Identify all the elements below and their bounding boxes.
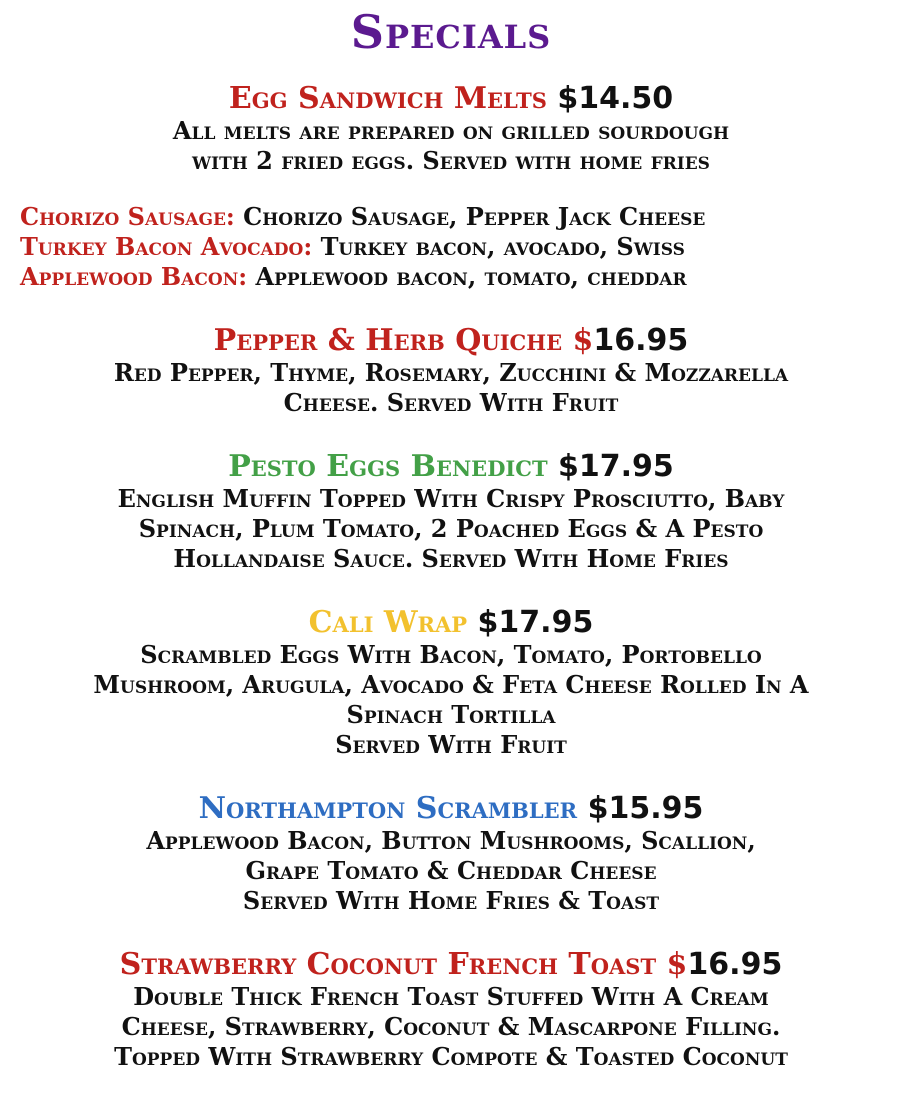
description-line: All melts are prepared on grilled sourdough [172, 116, 730, 145]
item-description [8, 484, 894, 574]
item-heading [8, 606, 894, 640]
description-line: Cheese, Strawberry, Coconut & Mascarpone Filling. [121, 1012, 781, 1041]
list-item [20, 262, 894, 292]
item-name: Strawberry Coconut French Toast $ [119, 947, 688, 982]
item-price: $14.50 [557, 81, 674, 116]
item-description [8, 826, 894, 916]
description-line: Mushroom, Arugula, Avocado & Feta Cheese Rolled In A [93, 670, 809, 699]
item-description [8, 982, 894, 1072]
item-heading [8, 948, 894, 982]
item-name: Egg Sandwich Melts [228, 81, 547, 116]
item-heading [8, 324, 894, 358]
option-detail: Chorizo Sausage, Pepper Jack Cheese [243, 202, 706, 231]
item-heading [8, 450, 894, 484]
menu-item-strawberry-coconut-french-toast [8, 948, 894, 1072]
item-price: $15.95 [587, 791, 704, 826]
description-line: with 2 fried eggs. Served with home fries [192, 146, 710, 175]
description-line: Spinach Tortilla [346, 700, 556, 729]
item-price: 16.95 [593, 323, 689, 358]
menu-item-pesto-eggs-benedict [8, 450, 894, 574]
melt-options-list [20, 202, 894, 292]
option-name: Turkey Bacon Avocado: [20, 232, 313, 261]
item-description [8, 116, 894, 176]
item-description [8, 640, 894, 760]
description-line: Scrambled Eggs With Bacon, Tomato, Portobello [140, 640, 762, 669]
item-price: $17.95 [477, 605, 594, 640]
item-name: Pepper & Herb Quiche $ [213, 323, 594, 358]
description-line: English Muffin Topped With Crispy Prosciutto, Baby [117, 484, 785, 513]
page-title: Specials [350, 5, 552, 59]
option-detail: Turkey bacon, avocado, Swiss [320, 232, 685, 261]
list-item [20, 232, 894, 262]
item-name: Cali Wrap [308, 605, 468, 640]
item-heading [8, 82, 894, 116]
list-item [20, 202, 894, 232]
menu-item-northampton-scrambler [8, 792, 894, 916]
menu-item-egg-sandwich-melts [8, 82, 894, 176]
item-heading [8, 792, 894, 826]
description-line: Grape Tomato & Cheddar Cheese [245, 856, 657, 885]
item-name: Pesto Eggs Benedict [228, 449, 548, 484]
item-price: $17.95 [558, 449, 674, 484]
option-detail: Applewood bacon, tomato, cheddar [255, 262, 687, 291]
menu-item-cali-wrap [8, 606, 894, 760]
description-line: Served With Fruit [335, 730, 567, 759]
option-name: Chorizo Sausage: [20, 202, 235, 231]
option-name: Applewood Bacon: [20, 262, 248, 291]
menu-item-pepper-herb-quiche [8, 324, 894, 418]
description-line: Hollandaise Sauce. Served With Home Fries [173, 544, 729, 573]
description-line: Spinach, Plum Tomato, 2 Poached Eggs & A Pesto [138, 514, 764, 543]
description-line: Double Thick French Toast Stuffed With A Cream [133, 982, 769, 1011]
item-name: Northampton Scrambler [198, 791, 578, 826]
description-line: Applewood Bacon, Button Mushrooms, Scallion, [146, 826, 756, 855]
description-line: Cheese. Served With Fruit [283, 388, 619, 417]
item-price: 16.95 [687, 947, 783, 982]
item-description [8, 358, 894, 418]
description-line: Red Pepper, Thyme, Rosemary, Zucchini & Mozzarella [113, 358, 789, 387]
description-line: Topped With Strawberry Compote & Toasted Coconut [114, 1042, 788, 1071]
description-line: Served With Home Fries & Toast [242, 886, 660, 915]
